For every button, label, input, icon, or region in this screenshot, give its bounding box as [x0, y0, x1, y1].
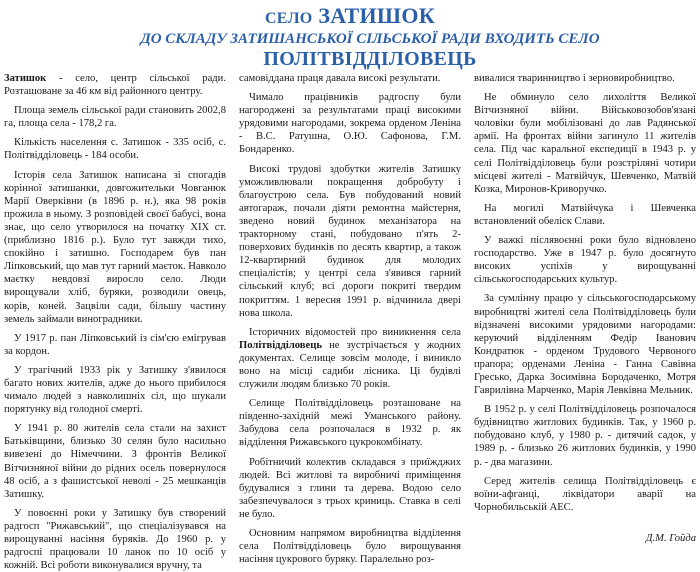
paragraph: Високі трудові здобутки жителів Затишку уможливлювали покращення добробуту і благоустрою села. Був побудований новий автогараж, почали діяти ремонтна майстерня, зведено новий будинок механізатора на тракторному стані, побудовано п'ять 2-поверхових будинків по десять квартир, а також 12-квартирний будинок для молодих спеціалістів; у центрі села з'явився гарний сільський клуб; всі дороги покриті твердим покриттям. 1 вересня 1991 р. відчинила двері нова школа.: [239, 163, 461, 319]
paragraph: За сумлінну працю у сільськогосподарському виробництві жителі села Політвідділовець були відзначені високими урядовими нагородами: керуючий відділенням Федір Іванович Кондратюк - орденом Трудового Червоного прапора; орденами Леніна - Ганна Савівна Гресько, Дарка Зосимівна Бородаченко, Мотря Гаврилівна Марченко, Марія Левківна Мельник.: [474, 293, 696, 397]
village-name-bold: Затишок: [4, 73, 47, 84]
column-2: [239, 72, 461, 566]
article-subtitle: ДО СКЛАДУ ЗАТИШАНСЬКОЇ СІЛЬСЬКОЇ РАДИ ВХОДИТЬ СЕЛО: [140, 31, 600, 47]
paragraph: У повоєнні роки у Затишку був створений радгосп "Рижавський", що спеціалізувався на вирощуванні насіння буряків. До 1960 р. у радгоспі працювали 10 ланок по 10 осіб у кожній. Всі роботи виконувалися вручну, та: [4, 507, 226, 572]
article-body: [4, 72, 696, 572]
paragraph: Площа земель сільської ради становить 2002,8 га, площа села - 178,2 га.: [4, 105, 226, 130]
paragraph: вивалися тваринництво і зерновиробництво.: [474, 73, 675, 84]
paragraph: На могилі Матвійчука і Шевченка встановлений обеліск Слави.: [474, 202, 696, 227]
paragraph: Кількість населення с. Затишок - 335 осіб, с. Політвідділовець - 184 особи.: [4, 137, 226, 162]
paragraph: [239, 326, 461, 391]
paragraph: У трагічний 1933 рік у Затишку з'явилося багато нових жителів, адже до нього прибилося чимало людей з навколишніх сіл, що шукали порятунку від голодної смерті.: [4, 364, 226, 416]
paragraph: [4, 72, 226, 98]
paragraph: самовіддана праця давала високі результати.: [239, 73, 441, 84]
title-village: ЗАТИШОК: [318, 3, 436, 28]
title-prefix: СЕЛО: [264, 10, 313, 27]
paragraph: Чимало працівників радгоспу були нагороджені за результатами праці високими урядовими нагородами, зокрема орденом Леніна - В.С. Ратушна, О.Ю. Сафонова, Г.М. Бондаренко.: [239, 92, 461, 156]
paragraph: В 1952 р. у селі Політвідділовець розпочалося будівництво житлових будинків. Так, у 1960 р. побудовано клуб, у 1980 р. - дитячий садок, у 1989 р. - близько 26 житлових будинків, у 1990 р. - два магазини.: [474, 404, 696, 468]
article-title: [0, 4, 700, 31]
paragraph-text: не зустрічається у жодних документах. Селище зовсім молоде, і виникло воно на місці садиби лісника. Ці будівлі служили людям близько 70 років.: [239, 339, 461, 391]
paragraph-text: - село, центр сільської ради. Розташоване за 46 км від районного центру.: [4, 73, 226, 98]
column-3: [474, 72, 696, 544]
article-village-name: ПОЛІТВІДДІЛОВЕЦЬ: [263, 48, 477, 70]
article-header: [0, 4, 700, 70]
author-signature: Д.М. Гойда: [645, 532, 696, 544]
paragraph: У 1917 р. пан Ліпковський із сім'єю емігрував за кордон.: [4, 332, 226, 357]
paragraph: Серед жителів селища Політвідділовець є воїни-афганці, ліквідатори аварії на Чорнобильській АЕС.: [474, 475, 696, 513]
paragraph: Основним напрямом виробництва відділення села Політвідділовець було вирощування насіння цукрового буряку. Паралельно роз-: [239, 528, 461, 566]
paragraph-text: Історичних відомостей про виникнення села: [249, 326, 461, 338]
paragraph: У важкі післявоєнні роки було відновлено господарство. Уже в 1947 р. було досягнуто високих успіхів у вирощуванні сільськогосподарських культур.: [474, 235, 696, 286]
village-name-bold: Політвідділовець: [239, 339, 322, 351]
paragraph: Не обминуло село лихоліття Великої Вітчизняної війни. Військовозобов'язані чоловіки були мобілізовані до лав Радянської армії. На фронтах війни загинуло 11 жителів села. Під час каральної експедиції в 1943 р. у селі Політвідділовець були розстріляні чотири місцеві жителі - Матвійчук, Шевченко, Матвій Козка, Миронов-Криворучко.: [474, 92, 696, 195]
paragraph: У 1941 р. 80 жителів села стали на захист Батьківщини, близько 30 селян було насильно вивезені до Німеччини. З фронтів Великої Вітчизняної війни до рідних осель повернулося 48 осіб, а з фашистської неволі - 25 мешканців Затишку.: [4, 423, 226, 500]
column-1: [4, 72, 226, 572]
paragraph: Робітничий колектив складався з приїжджих людей. Всі житлові та виробничі приміщення будувалися з глини та дерева. Водою село забезпечувалося з трьох криниць. Ставка в селі не було.: [239, 456, 461, 520]
paragraph: Селище Політвідділовець розташоване на південно-західній межі Уманського району. Забудова села розпочалася в 1932 р. як відділення Рижавського цукрокомбінату.: [239, 398, 461, 449]
paragraph: Історія села Затишок написана зі спогадів корінної затишанки, довгожительки Човганюк Марії Оверківни (в 1896 р. н.), яка 98 років прожила в ньому. З розповідей своєї бабусі, вона знає, що село утворилося на початку XIX ст. (приблизно 1816 р.). Було тут завжди тихо, спокійно і затишно. Господарем був пан Ліпковський, що мав тут гарний маєток. Навколо маєтку невдовзі виросло село. Люди вирощували хліб, буряки, розводили овець, корів, коней. Зацвіли сади, більшу частину земель займали виноградники.: [4, 169, 226, 325]
